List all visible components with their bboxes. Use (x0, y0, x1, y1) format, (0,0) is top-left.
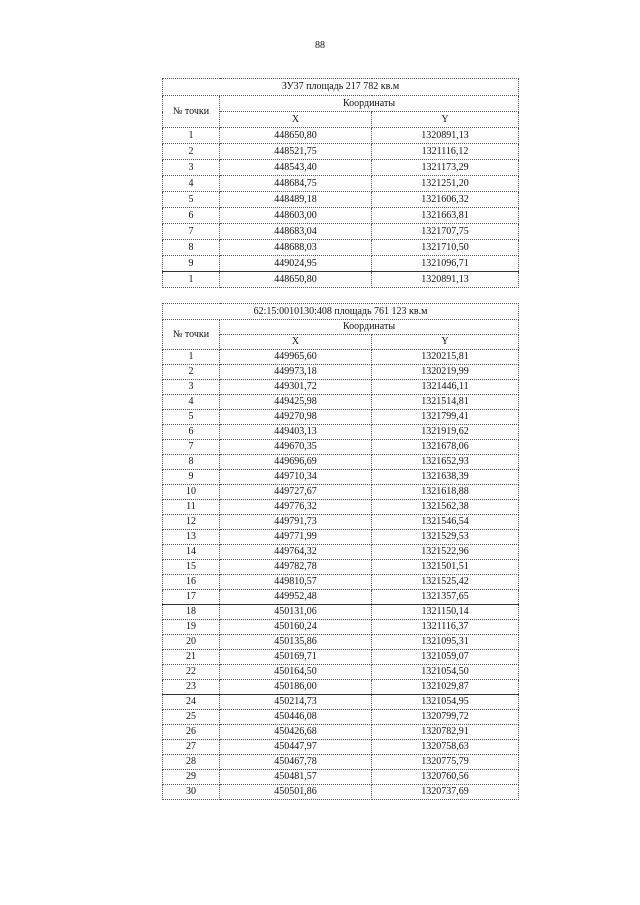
x-coordinate-cell: 448543,40 (220, 160, 372, 176)
x-header: X (220, 112, 372, 128)
y-coordinate-cell: 1320219,99 (372, 365, 519, 380)
table-row (163, 710, 519, 725)
x-coordinate-cell: 449952,48 (220, 590, 372, 605)
table-row (163, 575, 519, 590)
table-row (163, 240, 519, 256)
point-number-header: № точки (163, 96, 220, 128)
y-coordinate-cell: 1321054,95 (372, 695, 519, 710)
table-row (163, 470, 519, 485)
y-coordinate-cell: 1321514,81 (372, 395, 519, 410)
y-coordinate-cell: 1320758,63 (372, 740, 519, 755)
point-number-cell: 21 (163, 650, 220, 665)
x-coordinate-cell: 449791,73 (220, 515, 372, 530)
coordinates-header: Координаты (220, 320, 519, 335)
x-coordinate-cell: 450164,50 (220, 665, 372, 680)
table-row (163, 560, 519, 575)
table-row (163, 256, 519, 272)
point-number-cell: 27 (163, 740, 220, 755)
y-coordinate-cell: 1321251,20 (372, 176, 519, 192)
point-number-cell: 4 (163, 176, 220, 192)
y-coordinate-cell: 1321707,75 (372, 224, 519, 240)
x-coordinate-cell: 450467,78 (220, 755, 372, 770)
point-number-cell: 6 (163, 208, 220, 224)
y-coordinate-cell: 1320891,13 (372, 272, 519, 288)
x-coordinate-cell: 448489,18 (220, 192, 372, 208)
x-coordinate-cell: 449710,34 (220, 470, 372, 485)
x-coordinate-cell: 449965,60 (220, 350, 372, 365)
point-number-cell: 17 (163, 590, 220, 605)
table-row (163, 605, 519, 620)
table-row (163, 425, 519, 440)
point-number-cell: 15 (163, 560, 220, 575)
point-number-cell: 16 (163, 575, 220, 590)
x-coordinate-cell: 449727,67 (220, 485, 372, 500)
table-row (163, 635, 519, 650)
point-number-cell: 4 (163, 395, 220, 410)
y-coordinate-cell: 1321150,14 (372, 605, 519, 620)
y-coordinate-cell: 1321546,54 (372, 515, 519, 530)
y-coordinate-cell: 1321059,07 (372, 650, 519, 665)
y-coordinate-cell: 1321710,50 (372, 240, 519, 256)
table-row (163, 485, 519, 500)
point-number-cell: 30 (163, 785, 220, 800)
point-number-cell: 20 (163, 635, 220, 650)
point-number-cell: 7 (163, 440, 220, 455)
x-coordinate-cell: 448650,80 (220, 128, 372, 144)
table-row (163, 455, 519, 470)
point-number-cell: 19 (163, 620, 220, 635)
point-number-cell: 8 (163, 240, 220, 256)
x-coordinate-cell: 449670,35 (220, 440, 372, 455)
y-coordinate-cell: 1320782,91 (372, 725, 519, 740)
y-coordinate-cell: 1321116,12 (372, 144, 519, 160)
y-coordinate-cell: 1321096,71 (372, 256, 519, 272)
point-number-cell: 12 (163, 515, 220, 530)
point-number-cell: 26 (163, 725, 220, 740)
table-row (163, 176, 519, 192)
y-coordinate-cell: 1320891,13 (372, 128, 519, 144)
y-coordinate-cell: 1321173,29 (372, 160, 519, 176)
x-coordinate-cell: 449771,99 (220, 530, 372, 545)
y-coordinate-cell: 1321638,39 (372, 470, 519, 485)
x-coordinate-cell: 449973,18 (220, 365, 372, 380)
y-coordinate-cell: 1321663,81 (372, 208, 519, 224)
coordinates-table-62-15-0010130-408 (162, 303, 519, 800)
y-coordinate-cell: 1321095,31 (372, 635, 519, 650)
point-number-cell: 23 (163, 680, 220, 695)
point-number-cell: 8 (163, 455, 220, 470)
table-row (163, 770, 519, 785)
x-coordinate-cell: 450447,97 (220, 740, 372, 755)
y-coordinate-cell: 1321652,93 (372, 455, 519, 470)
point-number-cell: 2 (163, 365, 220, 380)
y-coordinate-cell: 1321919,62 (372, 425, 519, 440)
table-body (163, 350, 519, 800)
point-number-cell: 25 (163, 710, 220, 725)
y-coordinate-cell: 1321529,53 (372, 530, 519, 545)
point-number-cell: 6 (163, 425, 220, 440)
table-row (163, 128, 519, 144)
point-number-cell: 13 (163, 530, 220, 545)
table-row (163, 350, 519, 365)
table-row (163, 144, 519, 160)
table-row (163, 272, 519, 288)
x-coordinate-cell: 450481,57 (220, 770, 372, 785)
x-coordinate-cell: 449776,32 (220, 500, 372, 515)
x-coordinate-cell: 450186,00 (220, 680, 372, 695)
point-number-cell: 10 (163, 485, 220, 500)
x-coordinate-cell: 449810,57 (220, 575, 372, 590)
table-row (163, 224, 519, 240)
table-row (163, 785, 519, 800)
y-coordinate-cell: 1321446,11 (372, 380, 519, 395)
x-coordinate-cell: 448521,75 (220, 144, 372, 160)
table-row (163, 410, 519, 425)
table-row (163, 545, 519, 560)
point-number-cell: 29 (163, 770, 220, 785)
y-coordinate-cell: 1321357,65 (372, 590, 519, 605)
x-coordinate-cell: 449782,78 (220, 560, 372, 575)
point-number-cell: 18 (163, 605, 220, 620)
table-row (163, 365, 519, 380)
y-header: Y (372, 112, 519, 128)
x-coordinate-cell: 450501,86 (220, 785, 372, 800)
y-coordinate-cell: 1321606,32 (372, 192, 519, 208)
x-coordinate-cell: 450446,08 (220, 710, 372, 725)
table-row (163, 500, 519, 515)
x-coordinate-cell: 449696,69 (220, 455, 372, 470)
y-coordinate-cell: 1321522,96 (372, 545, 519, 560)
x-coordinate-cell: 450214,73 (220, 695, 372, 710)
y-coordinate-cell: 1321054,50 (372, 665, 519, 680)
table-row (163, 395, 519, 410)
table-title: ЗУ37 площадь 217 782 кв.м (163, 79, 519, 96)
table-row (163, 695, 519, 710)
y-coordinate-cell: 1321116,37 (372, 620, 519, 635)
coordinates-table-zu37 (162, 78, 519, 288)
x-header: X (220, 335, 372, 350)
point-number-cell: 22 (163, 665, 220, 680)
x-coordinate-cell: 449764,32 (220, 545, 372, 560)
page-number: 88 (315, 40, 325, 51)
point-number-cell: 1 (163, 350, 220, 365)
table-title: 62:15:0010130:408 площадь 761 123 кв.м (163, 304, 519, 320)
table-row (163, 665, 519, 680)
x-coordinate-cell: 450426,68 (220, 725, 372, 740)
point-number-cell: 11 (163, 500, 220, 515)
table-row (163, 590, 519, 605)
table-row (163, 380, 519, 395)
point-number-cell: 3 (163, 160, 220, 176)
point-number-cell: 1 (163, 128, 220, 144)
x-coordinate-cell: 448603,00 (220, 208, 372, 224)
x-coordinate-cell: 449301,72 (220, 380, 372, 395)
point-number-cell: 7 (163, 224, 220, 240)
x-coordinate-cell: 450135,86 (220, 635, 372, 650)
coordinates-header: Координаты (220, 96, 519, 112)
table-row (163, 755, 519, 770)
x-coordinate-cell: 450169,71 (220, 650, 372, 665)
x-coordinate-cell: 449270,98 (220, 410, 372, 425)
y-coordinate-cell: 1321562,38 (372, 500, 519, 515)
y-coordinate-cell: 1320799,72 (372, 710, 519, 725)
x-coordinate-cell: 449425,98 (220, 395, 372, 410)
y-coordinate-cell: 1320775,79 (372, 755, 519, 770)
x-coordinate-cell: 448688,03 (220, 240, 372, 256)
x-coordinate-cell: 449403,13 (220, 425, 372, 440)
table-row (163, 740, 519, 755)
point-number-cell: 1 (163, 272, 220, 288)
point-number-cell: 5 (163, 192, 220, 208)
y-coordinate-cell: 1321799,41 (372, 410, 519, 425)
table-row (163, 530, 519, 545)
point-number-cell: 5 (163, 410, 220, 425)
table-row (163, 160, 519, 176)
table-row (163, 515, 519, 530)
point-number-cell: 14 (163, 545, 220, 560)
y-coordinate-cell: 1321525,42 (372, 575, 519, 590)
x-coordinate-cell: 448683,04 (220, 224, 372, 240)
point-number-cell: 9 (163, 256, 220, 272)
y-coordinate-cell: 1320737,69 (372, 785, 519, 800)
x-coordinate-cell: 450160,24 (220, 620, 372, 635)
y-coordinate-cell: 1320760,56 (372, 770, 519, 785)
table-row (163, 725, 519, 740)
table-row (163, 192, 519, 208)
point-number-header: № точки (163, 320, 220, 350)
x-coordinate-cell: 448650,80 (220, 272, 372, 288)
y-coordinate-cell: 1321501,51 (372, 560, 519, 575)
table-body (163, 128, 519, 288)
y-coordinate-cell: 1321029,87 (372, 680, 519, 695)
y-coordinate-cell: 1321618,88 (372, 485, 519, 500)
y-header: Y (372, 335, 519, 350)
point-number-cell: 2 (163, 144, 220, 160)
point-number-cell: 28 (163, 755, 220, 770)
table-row (163, 440, 519, 455)
table-row (163, 620, 519, 635)
x-coordinate-cell: 448684,75 (220, 176, 372, 192)
x-coordinate-cell: 449024,95 (220, 256, 372, 272)
point-number-cell: 3 (163, 380, 220, 395)
y-coordinate-cell: 1320215,81 (372, 350, 519, 365)
x-coordinate-cell: 450131,06 (220, 605, 372, 620)
table-row (163, 208, 519, 224)
table-row (163, 680, 519, 695)
point-number-cell: 9 (163, 470, 220, 485)
table-row (163, 650, 519, 665)
point-number-cell: 24 (163, 695, 220, 710)
y-coordinate-cell: 1321678,06 (372, 440, 519, 455)
